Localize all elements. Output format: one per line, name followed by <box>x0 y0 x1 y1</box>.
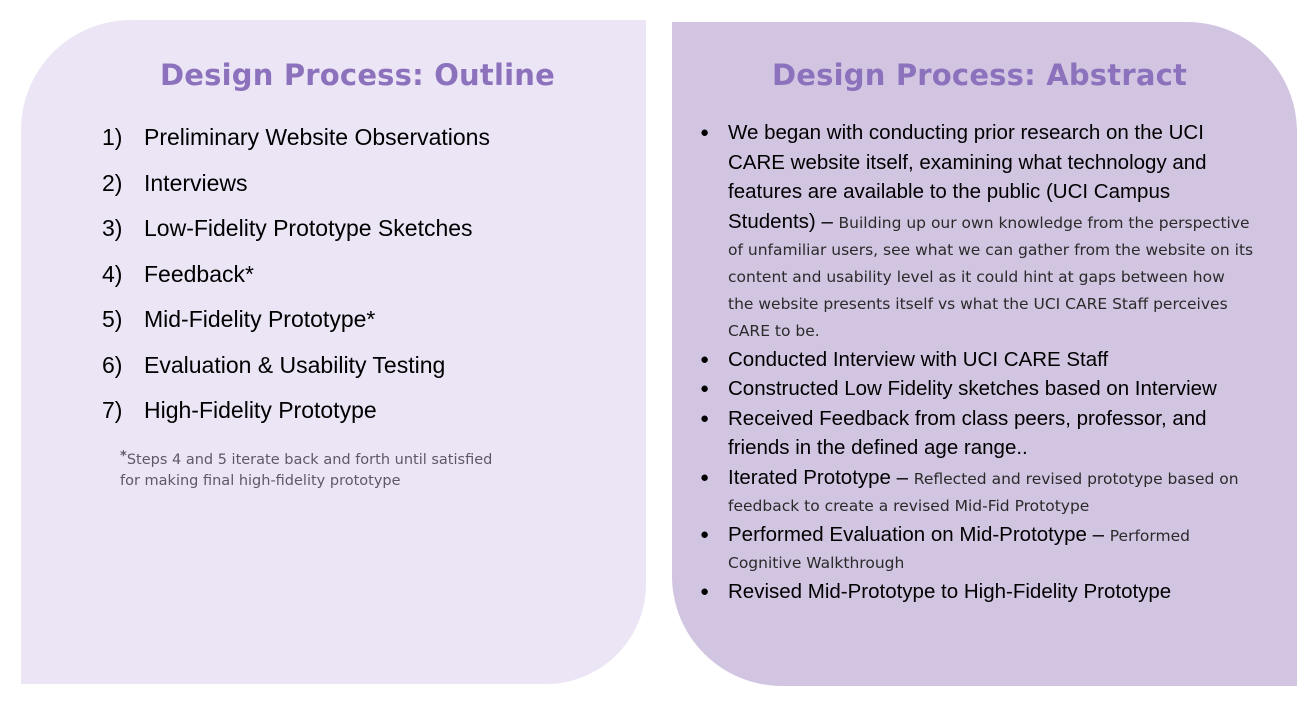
outline-item <box>102 120 490 166</box>
outline-title: Design Process: Outline <box>160 58 555 92</box>
outline-item-label: Mid-Fidelity Prototype* <box>144 306 376 332</box>
outline-item-label: High-Fidelity Prototype <box>144 397 377 423</box>
abstract-item <box>694 463 1254 520</box>
outline-item <box>102 348 490 394</box>
outline-item-number: 6) <box>102 351 123 378</box>
bullet-icon: ● <box>700 350 710 368</box>
bullet-icon: ● <box>700 468 710 486</box>
abstract-item-main: Revised Mid-Prototype to High-Fidelity Prototype <box>728 579 1172 603</box>
abstract-item-main: Iterated Prototype – <box>728 465 914 489</box>
abstract-item <box>694 345 1254 375</box>
footnote-text: Steps 4 and 5 iterate back and forth until satisfied for making final high-fidelity prototype <box>120 452 493 489</box>
outline-panel <box>21 20 646 684</box>
outline-item-number: 1) <box>102 124 123 150</box>
outline-item-number: 2) <box>102 169 123 196</box>
bullet-icon: ● <box>700 380 710 397</box>
outline-item-label: Preliminary Website Observations <box>144 124 490 150</box>
outline-item <box>102 257 490 303</box>
bullet-icon: ● <box>700 124 710 141</box>
outline-item <box>102 302 490 348</box>
outline-item-number: 5) <box>102 306 123 332</box>
outline-item-number: 4) <box>102 260 123 287</box>
outline-item-number: 7) <box>102 397 123 423</box>
outline-item-label: Evaluation & Usability Testing <box>144 351 446 378</box>
abstract-item-detail: Reflected and revised prototype based on feedback to create a revised Mid-Fid Prototype <box>728 469 1239 515</box>
abstract-panel <box>672 22 1297 686</box>
abstract-item <box>694 374 1254 404</box>
abstract-item-main: We began with conducting prior research on the UCI CARE website itself, examining what technology and features are available to the public (UCI Campus Students) – <box>728 121 1207 233</box>
bullet-icon: ● <box>700 409 710 427</box>
outline-item-label: Feedback* <box>144 260 254 287</box>
abstract-item-main: Received Feedback from class peers, professor, and friends in the defined age range.. <box>728 406 1207 459</box>
abstract-item-main: Performed Evaluation on Mid-Prototype – <box>728 522 1110 546</box>
footnote-marker: * <box>120 449 127 464</box>
bullet-icon: ● <box>700 525 710 543</box>
outline-item <box>102 211 490 257</box>
abstract-item-main: Conducted Interview with UCI CARE Staff <box>728 347 1109 371</box>
abstract-item-detail: Building up our own knowledge from the perspective of unfamiliar users, see what we can gather from the website on its content and usability level as it could hint at gaps between how the website presents itself vs what the UCI CARE Staff perceives CARE to be. <box>728 213 1254 340</box>
abstract-item <box>694 520 1254 577</box>
abstract-title: Design Process: Abstract <box>772 58 1188 92</box>
bullet-icon: ● <box>700 582 710 600</box>
abstract-item <box>694 577 1254 607</box>
outline-list <box>102 120 490 439</box>
outline-footnote <box>120 450 500 492</box>
outline-item-label: Low-Fidelity Prototype Sketches <box>144 215 473 241</box>
outline-item-number: 3) <box>102 215 123 241</box>
abstract-list <box>694 118 1254 606</box>
abstract-item <box>694 118 1254 345</box>
abstract-item-main: Constructed Low Fidelity sketches based on Interview <box>728 377 1217 400</box>
outline-item-label: Interviews <box>144 169 248 196</box>
outline-item <box>102 166 490 212</box>
abstract-item <box>694 404 1254 463</box>
abstract-item-detail: Performed Cognitive Walkthrough <box>728 526 1190 572</box>
outline-item <box>102 393 490 439</box>
